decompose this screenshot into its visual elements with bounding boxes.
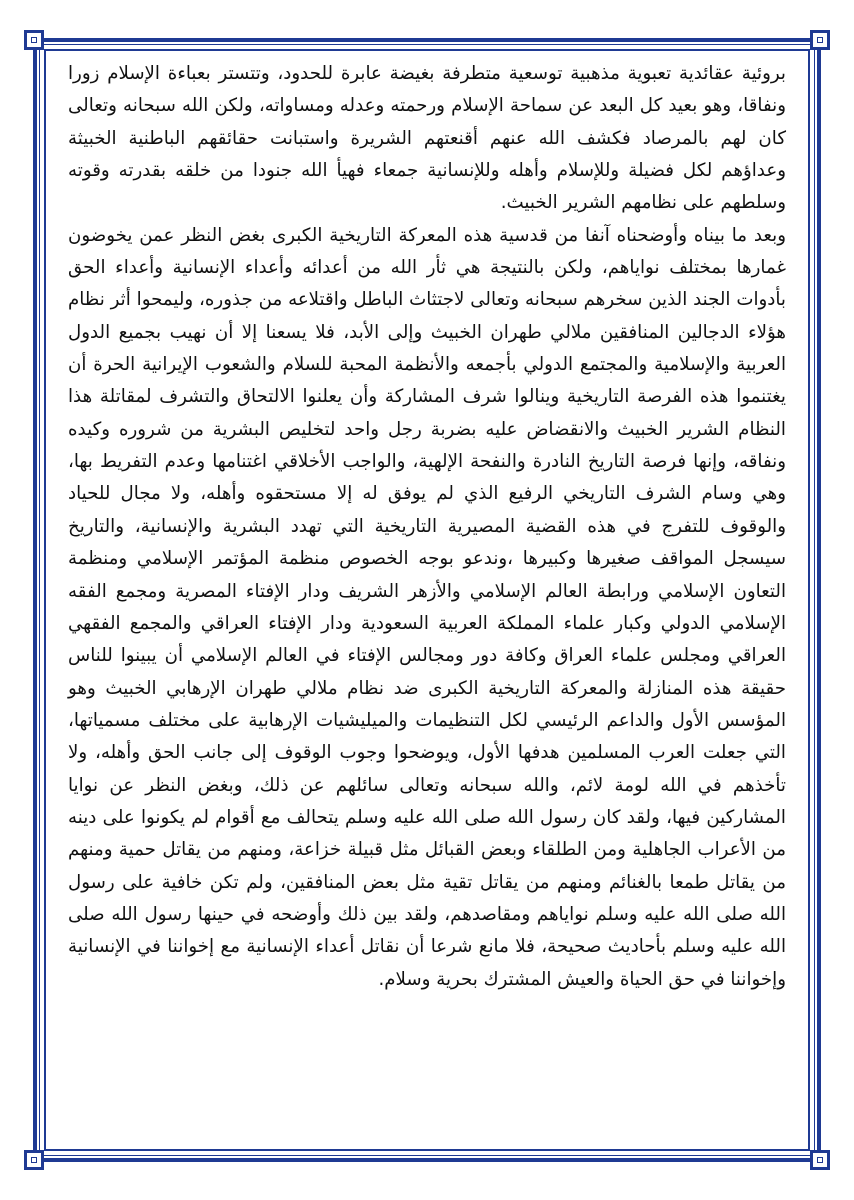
paragraph-2: وبعد ما بيناه وأوضحناه آنفا من قدسية هذه المعركة التاريخية الكبرى بغض النظر عمن يخوضون غمارها بمختلف نواياهم، ولكن بالنتيجة هي ثأر الله من أعدائه وأعداء الإنسانية وأعداء الحق بأدوات الجند الذين سخرهم سبحانه وتعالى لاجتثاث الباطل واقتلاعه من جذوره، وليمحوا أثر نظام هؤلاء الدجالين المنافقين ملالي طهران الخبيث وإلى الأبد، فلا يسعنا إلا أن نهيب بجميع الدول العربية والإسلامية والمجتمع الدولي بأجمعه والأنظمة المحبة للسلام والشعوب الإيرانية الحرة أن يغتنموا هذه الفرصة التاريخية وينالوا شرف المشاركة وأن يعلنوا الالتحاق والتشرف لمقاتلة هذا النظام الشرير الخبيث والانقضاض عليه بضربة رجل واحد لتخليص البشرية من شروره وكيده ونفاقه، وإنها فرصة التاريخ النادرة والنفحة الإلهية، والواجب الأخلاقي اغتنامها وعدم التفريط بها، وهي وسام الشرف التاريخي الرفيع الذي لم يوفق له إلا مستحقوه وأهله، ولا مجال للحياد والوقوف للتفرج في هذه القضية المصيرية التاريخية التي تهدد البشرية والإنسانية، والتاريخ سيسجل المواقف صغيرها وكبيرها ،وندعو بوجه الخصوص منظمة المؤتمر الإسلامي ومنظمة التعاون الإسلامي ورابطة العالم الإسلامي والأزهر الشريف ودار الإفتاء المصرية ومجمع الفقه الإسلامي الدولي وكبار علماء المملكة العربية السعودية ودار الإفتاء العراقي والمجمع الفقهي العراقي ومجلس علماء العراق وكافة دور ومجالس الإفتاء في العالم الإسلامي أن يبينوا للناس حقيقة هذه المنازلة والمعركة التاريخية الكبرى ضد نظام ملالي طهران الإرهابي الخبيث وهو المؤسس الأول والداعم الرئيسي لكل التنظيمات والميليشيات الإرهابية على مختلف مسمياتها، التي جعلت العرب المسلمين هدفها الأول، ويوضحوا وجوب الوقوف إلى جانب الحق وأهله، ولا تأخذهم في الله لومة لائم، والله سبحانه وتعالى سائلهم عن ذلك، وبغض النظر عن نوايا المشاركين فيها، ولقد كان رسول الله صلى الله عليه وسلم يتحالف مع أقوام لم يكونوا على دينه من الأعراب الجاهلية ومن الطلقاء وبعض القبائل مثل قبيلة خزاعة، ومنهم من يقاتل حمية ومنهم من يقاتل طمعا بالغنائم ومنهم من يقاتل تقية مثل بعض المنافقين، ولم تكن خافية على رسول الله صلى الله عليه وسلم نواياهم ومقاصدهم، ولقد بين ذلك وأوضحه في حينها رسول الله صلى الله عليه وسلم بأحاديث صحيحة، فلا مانع شرعا أن نقاتل أعداء الإنسانية مع إخواننا في الإنسانية وإخواننا في حق الحياة والعيش المشترك بحرية وسلام. xyxy=(68,224,786,990)
corner-ornament-bottom-right xyxy=(810,1150,830,1170)
paragraph-1: بروئية عقائدية تعبوية مذهبية توسعية متطرفة بغيضة عابرة للحدود، وتتستر بعباءة الإسلام زورا ونفاقا، وهو بعيد كل البعد عن سماحة الإسلام ورحمته وعدله ومساواته، ولكن الله سبحانه وتعالى كان لهم بالمرصاد فكشف الله عنهم أقنعتهم الشريرة واستبانت حقائقهم الباطنية الخبيثة وعداؤهم لكل فضيلة وللإسلام وأهله وللإنسانية جمعاء فهيأ الله جنودا من خلقه بقدرته وقوته وسلطهم على نظامهم الشرير الخبيث. xyxy=(68,63,786,214)
corner-ornament-bottom-left xyxy=(24,1150,44,1170)
corner-ornament-top-left xyxy=(24,30,44,50)
document-body xyxy=(68,58,786,996)
corner-ornament-top-right xyxy=(810,30,830,50)
